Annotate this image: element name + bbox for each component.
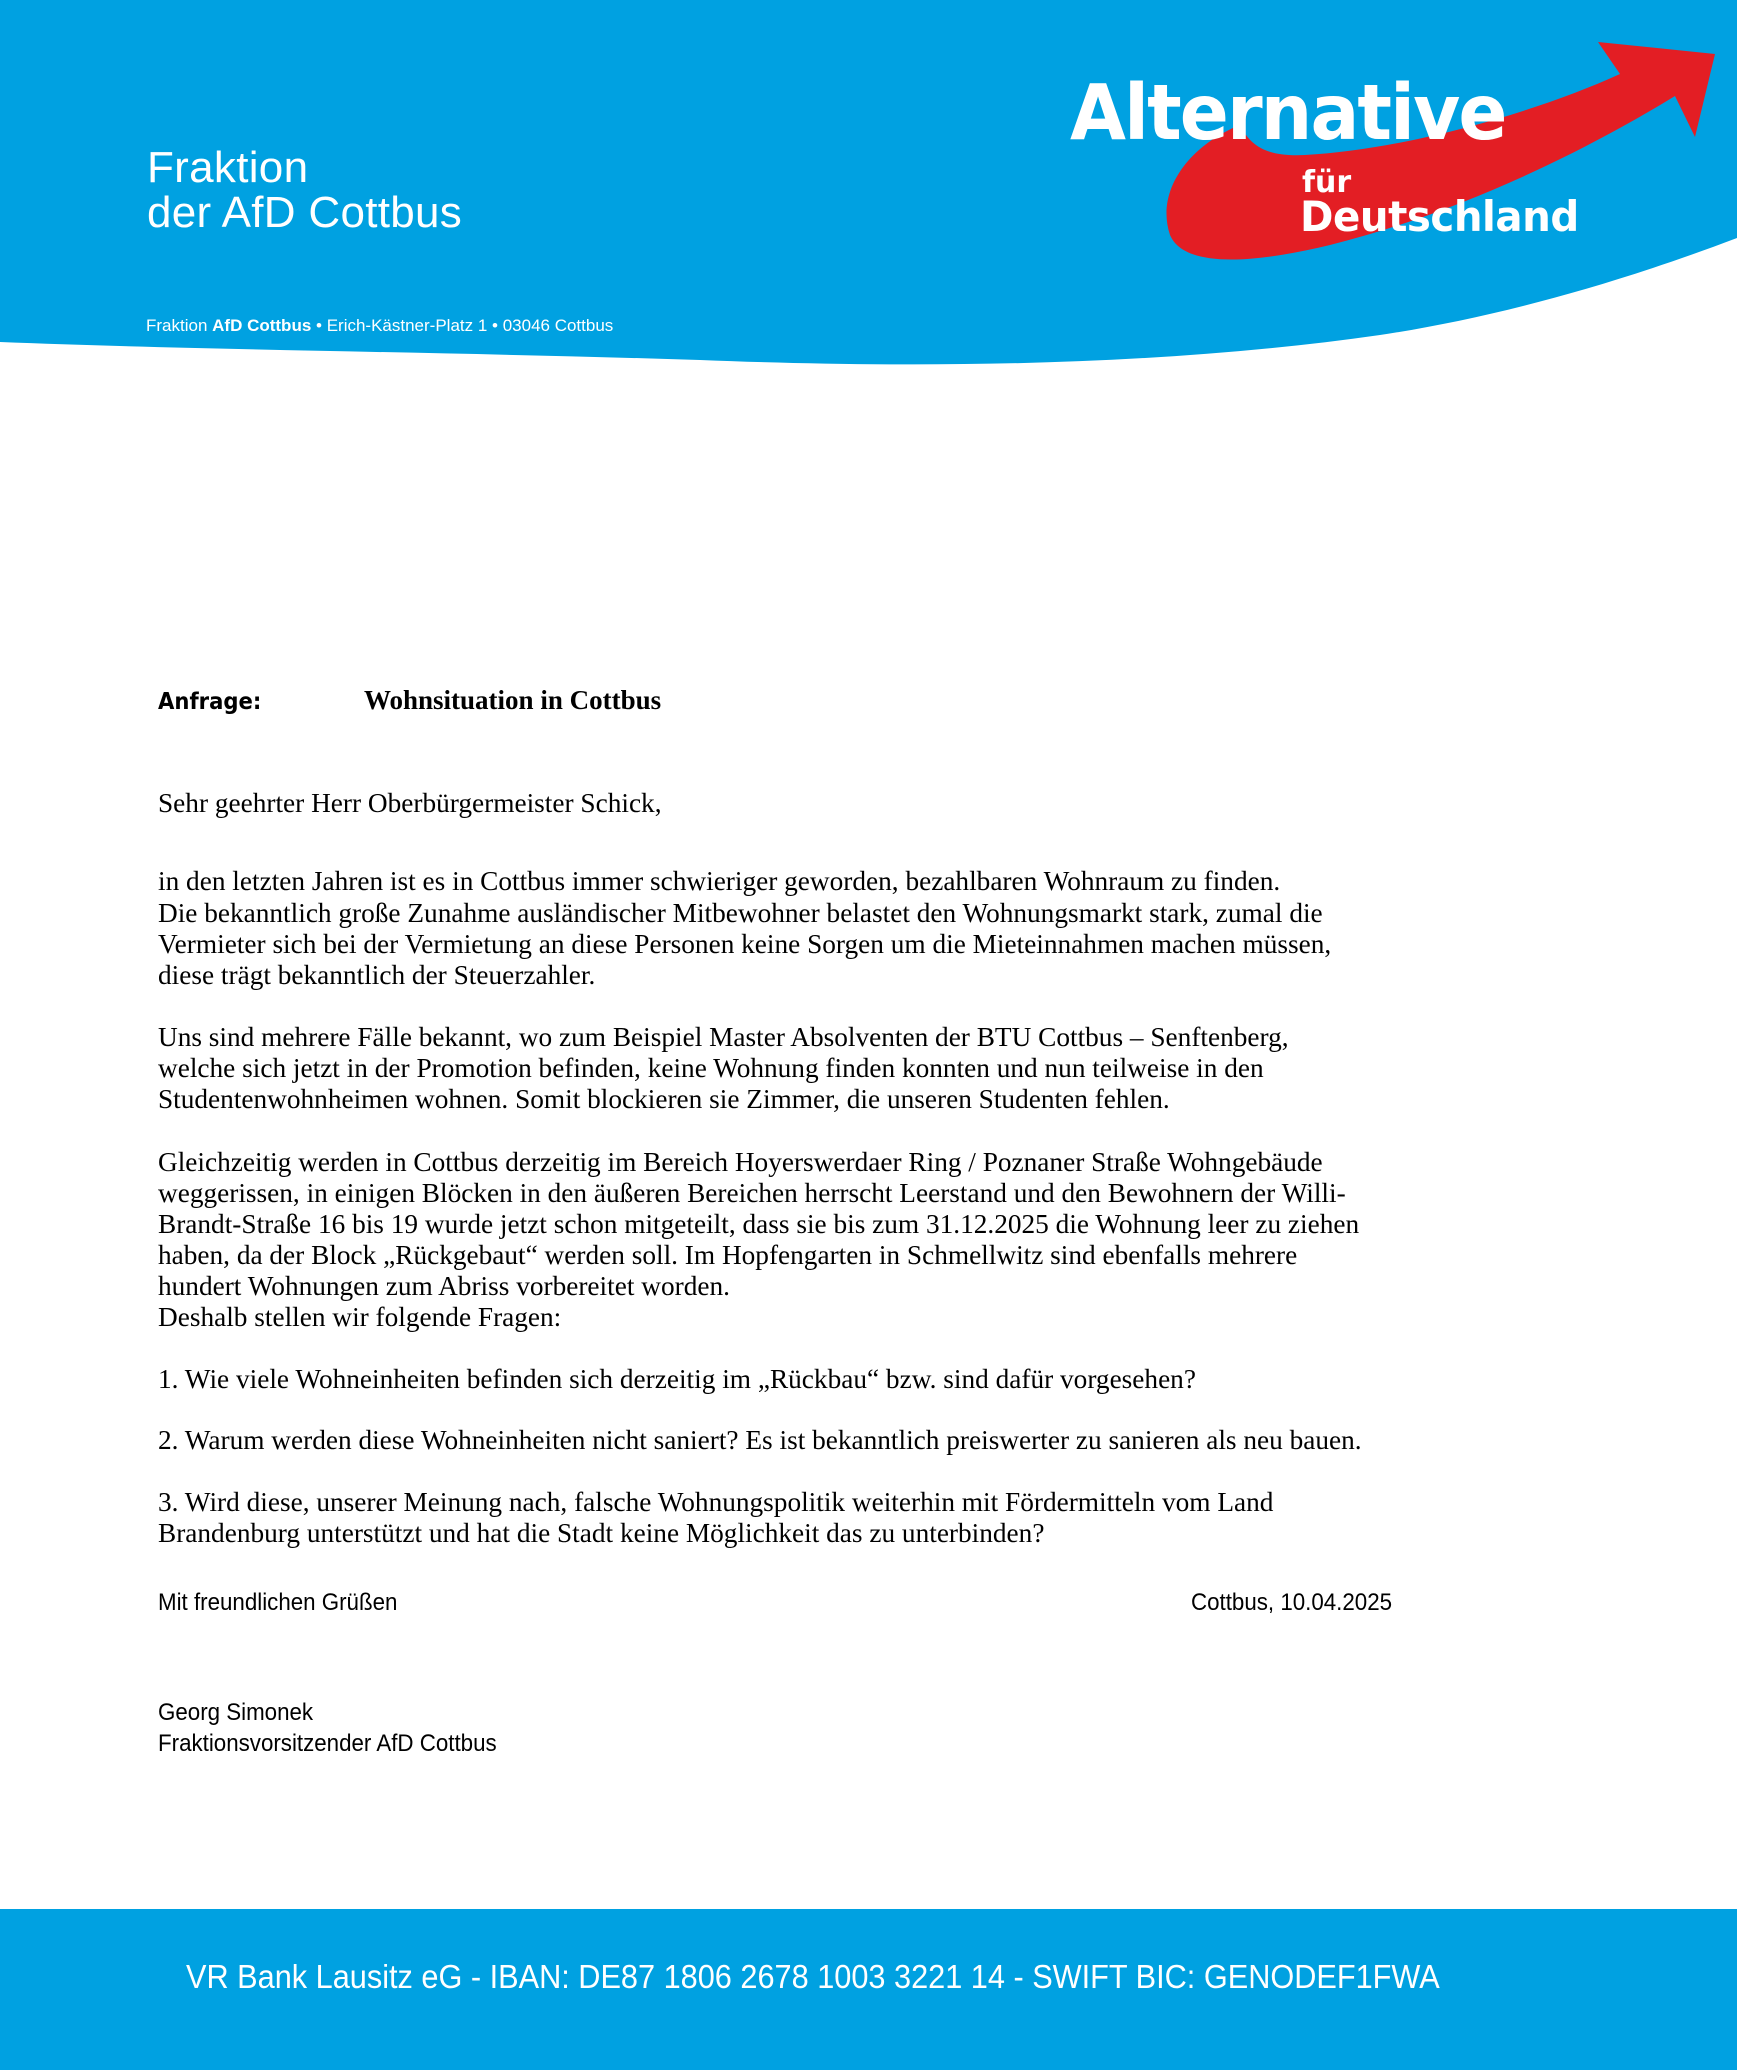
paragraph-line: Deshalb stellen wir folgende Fragen: xyxy=(158,1302,562,1332)
question-item-3: 3. Wird diese, unserer Meinung nach, falsche Wohnungspolitik weiterhin mit Fördermitteln vom Land xyxy=(158,1487,1274,1517)
logo-word-fuer: für xyxy=(1302,165,1352,200)
paragraph-line: Gleichzeitig werden in Cottbus derzeitig im Bereich Hoyerswerdaer Ring / Poznaner Straße Wohngebäude xyxy=(158,1147,1323,1177)
logo-word-alternative: Alternative xyxy=(1070,69,1506,158)
paragraph-line: in den letzten Jahren ist es in Cottbus immer schwieriger geworden, bezahlbaren Wohnraum zu finden. xyxy=(158,866,1281,896)
paragraph-line: hundert Wohnungen zum Abriss vorbereitet worden. xyxy=(158,1271,730,1301)
logo-word-deutschland: Deutschland xyxy=(1300,192,1579,241)
place-date: Cottbus, 10.04.2025 xyxy=(1191,1589,1393,1616)
paragraph-line: Uns sind mehrere Fälle bekannt, wo zum Beispiel Master Absolventen der BTU Cottbus – Senftenberg, xyxy=(158,1022,1289,1052)
paragraph-line: diese trägt bekanntlich der Steuerzahler. xyxy=(158,960,596,990)
address-prefix: Fraktion xyxy=(146,316,213,335)
paragraph-line: Brandt-Straße 16 bis 19 wurde jetzt schon mitgeteilt, dass sie bis zum 31.12.2025 die Wohnung leer zu ziehen xyxy=(158,1209,1360,1239)
closing-greeting: Mit freundlichen Grüßen xyxy=(158,1589,398,1616)
paragraph-line: weggerissen, in einigen Blöcken in den äußeren Bereichen herrscht Leerstand und den Bewohnern der Willi- xyxy=(158,1178,1346,1208)
question-item-1: 1. Wie viele Wohneinheiten befinden sich derzeitig im „Rückbau“ bzw. sind dafür vorgesehen? xyxy=(158,1364,1196,1394)
signer-role: Fraktionsvorsitzender AfD Cottbus xyxy=(158,1730,497,1757)
signer-name: Georg Simonek xyxy=(158,1699,314,1726)
sender-address xyxy=(146,316,613,336)
letterhead-title-line1: Fraktion xyxy=(147,143,309,192)
paragraph-line: Die bekanntlich große Zunahme ausländischer Mitbewohner belastet den Wohnungsmarkt stark, zumal die xyxy=(158,898,1323,928)
address-party: AfD Cottbus xyxy=(212,316,312,335)
paragraph-line: Studentenwohnheimen wohnen. Somit blockieren sie Zimmer, die unseren Studenten fehlen. xyxy=(158,1084,1170,1114)
question-item-3-cont: Brandenburg unterstützt und hat die Stadt keine Möglichkeit das zu unterbinden? xyxy=(158,1518,1045,1548)
paragraph-line: haben, da der Block „Rückgebaut“ werden soll. Im Hopfengarten in Schmellwitz sind ebenfalls mehrere xyxy=(158,1240,1298,1270)
bank-details: VR Bank Lausitz eG - IBAN: DE87 1806 2678 1003 3221 14 - SWIFT BIC: GENODEF1FWA xyxy=(186,1958,1440,1995)
address-street: • Erich-Kästner-Platz 1 • 03046 Cottbus xyxy=(311,316,614,335)
paragraph-line: Vermieter sich bei der Vermietung an diese Personen keine Sorgen um die Mieteinnahmen machen müssen, xyxy=(158,929,1332,959)
subject-title: Wohnsituation in Cottbus xyxy=(364,685,662,715)
question-item-2: 2. Warum werden diese Wohneinheiten nicht saniert? Es ist bekanntlich preiswerter zu sanieren als neu bauen. xyxy=(158,1425,1362,1455)
salutation: Sehr geehrter Herr Oberbürgermeister Schick, xyxy=(158,788,662,818)
subject-label: Anfrage: xyxy=(158,689,262,715)
letterhead-title-line2: der AfD Cottbus xyxy=(147,188,463,237)
paragraph-line: welche sich jetzt in der Promotion befinden, keine Wohnung finden konnten und nun teilweise in den xyxy=(158,1053,1264,1083)
